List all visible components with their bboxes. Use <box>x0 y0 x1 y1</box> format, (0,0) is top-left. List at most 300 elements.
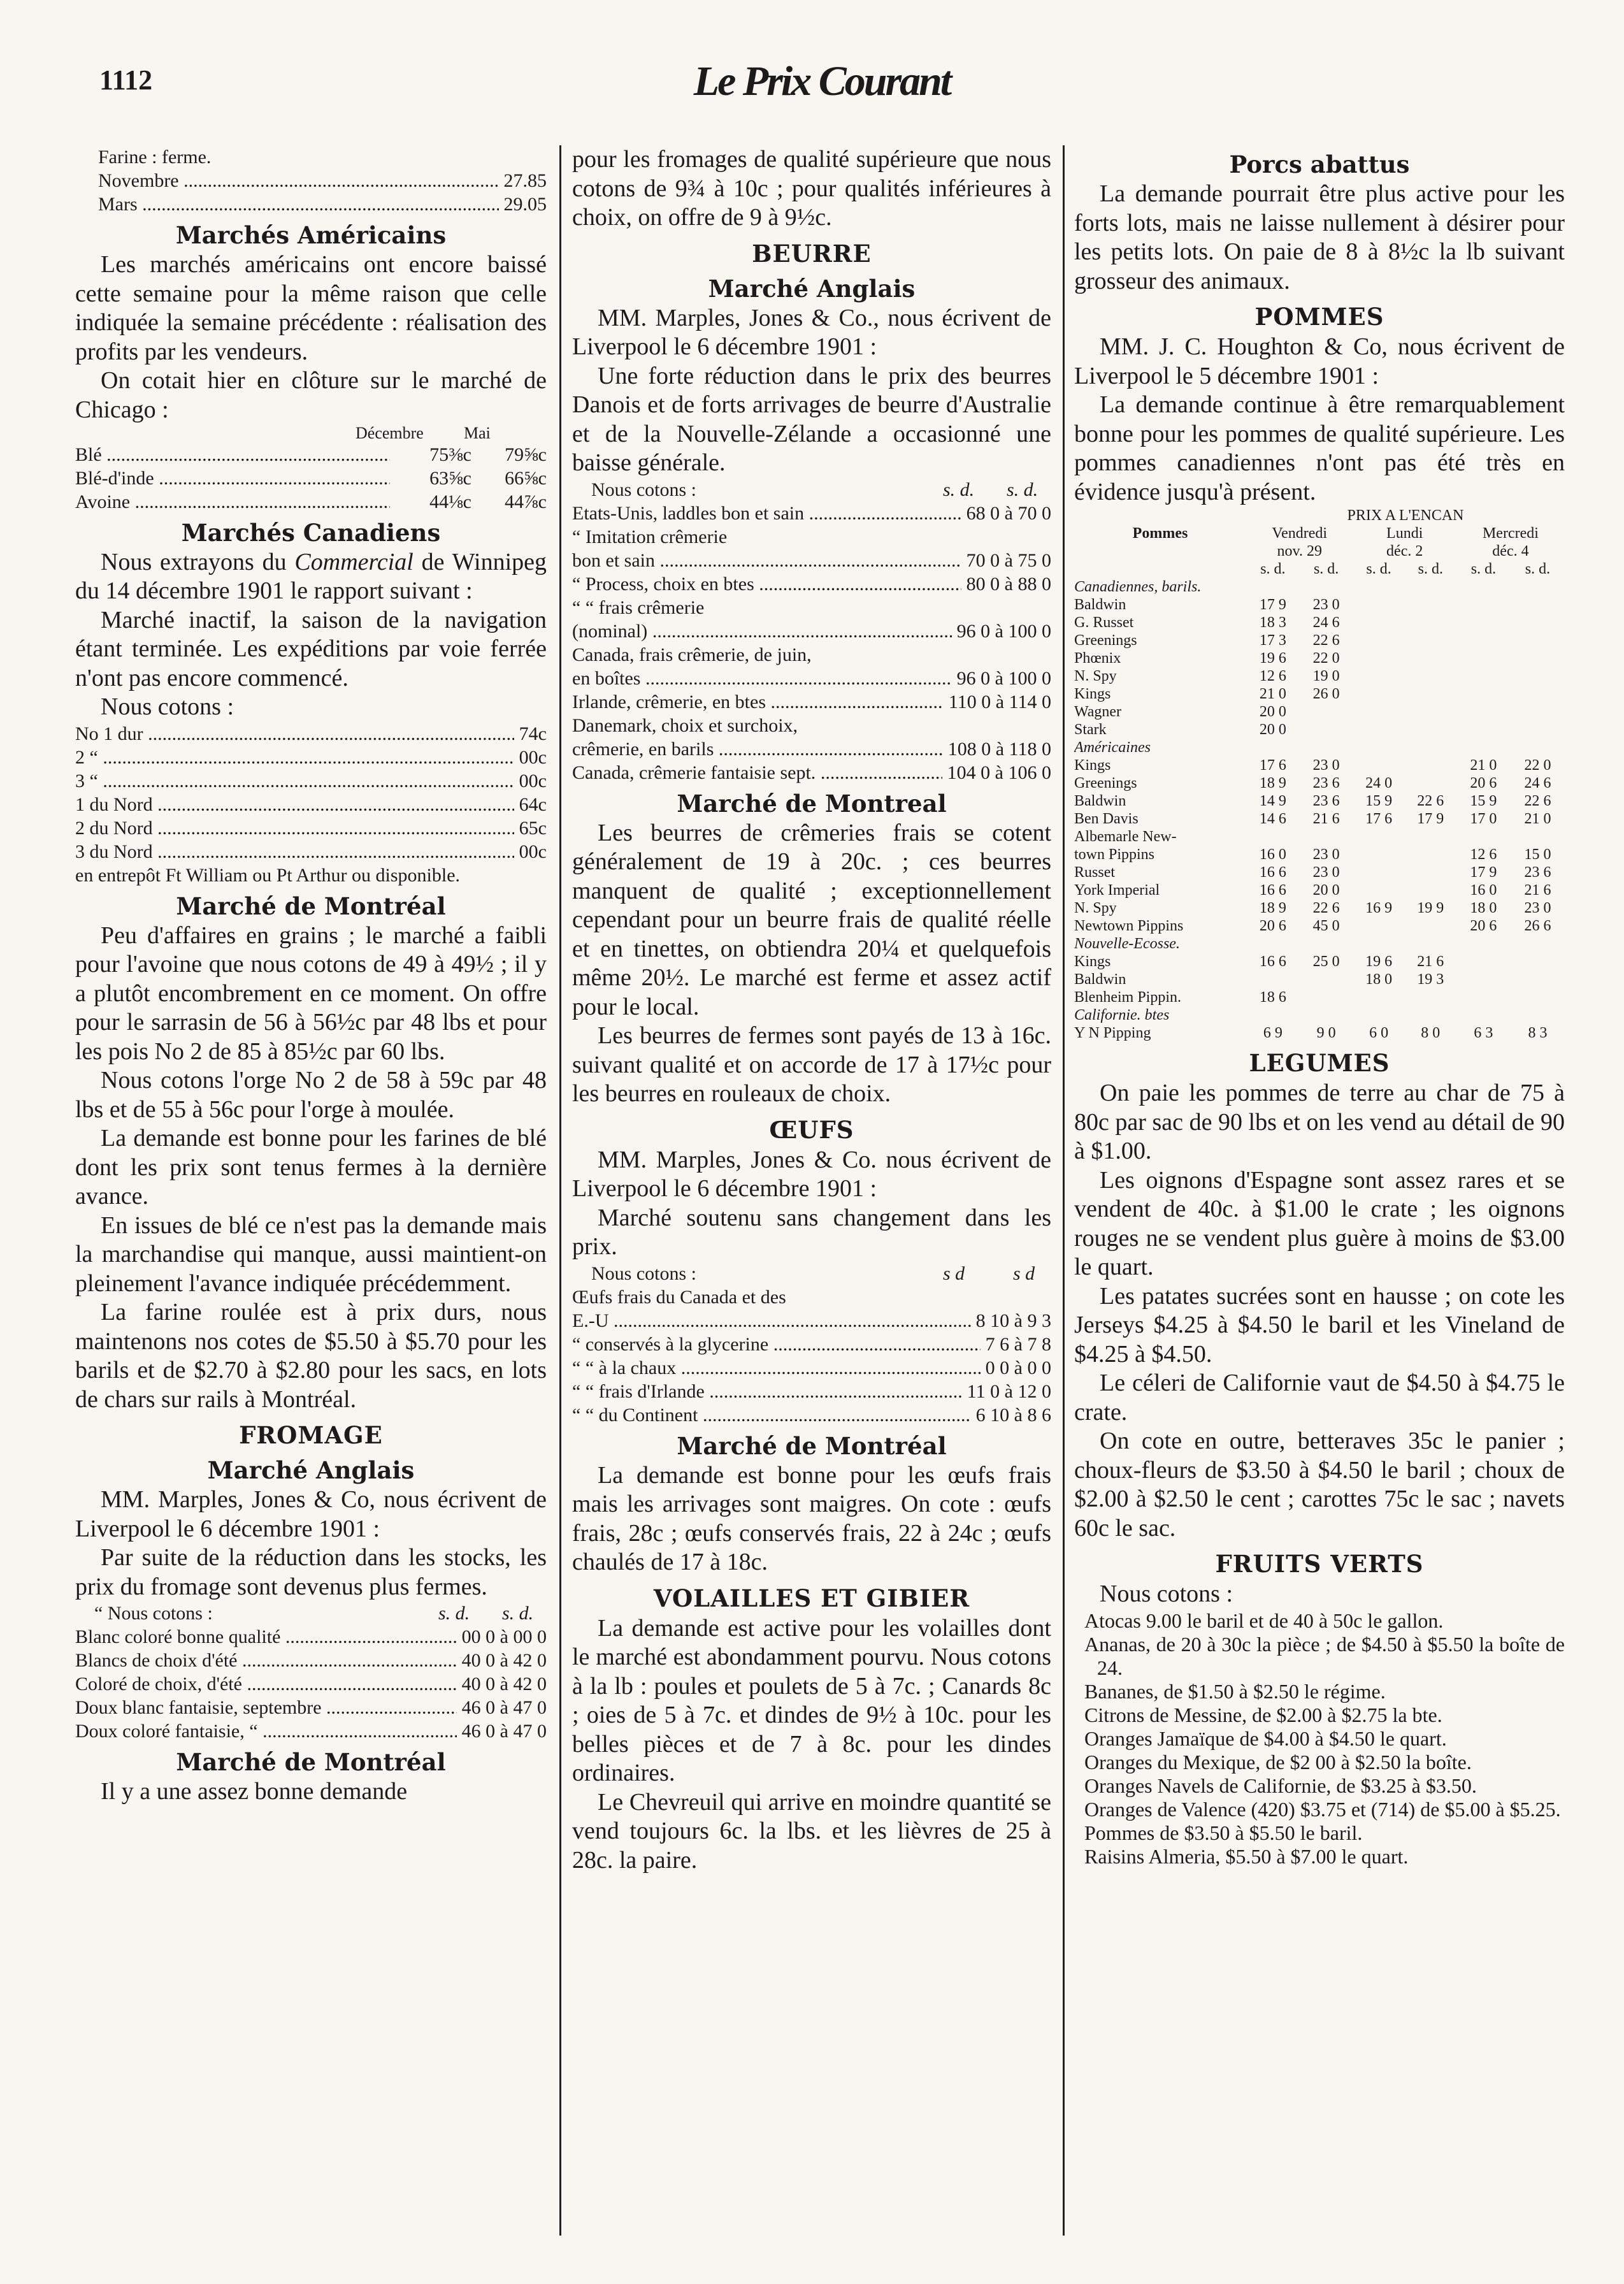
price-cell <box>1405 917 1456 935</box>
price-cell: 17 9 <box>1259 596 1286 613</box>
section-heading: LEGUMES <box>1249 1049 1390 1077</box>
apples-price-table <box>1074 507 1565 1042</box>
row-label: “ conservés à la glycerine ..... <box>572 1333 981 1356</box>
price-cell: 26 0 <box>1312 686 1340 702</box>
price-cell: 22 6 <box>1312 900 1340 916</box>
row-value: 108 0 à 118 0 <box>947 738 1051 760</box>
price-cell <box>1511 828 1565 846</box>
row-value: 00c <box>519 770 547 791</box>
paragraph: Marché inactif, la saison de la navigation étant terminée. Les expéditions par voie ferrée n'ont pas encore commencé. <box>75 606 547 691</box>
price-cell <box>1405 828 1456 846</box>
row-value: 00c <box>519 746 547 768</box>
price-cell: 23 0 <box>1312 596 1340 613</box>
table-row <box>1074 917 1565 935</box>
price-cell <box>1353 667 1405 685</box>
price-cell <box>1511 988 1565 1006</box>
paragraph: MM. Marples, Jones & Co., nous écrivent de Liverpool le 6 décembre 1901 : <box>572 304 1051 360</box>
row-value-dec: 63⅝c <box>429 467 471 489</box>
row-value: 74c <box>519 723 547 744</box>
price-cell: 21 6 <box>1417 953 1444 970</box>
price-cell <box>1511 649 1565 667</box>
table-row <box>572 525 1051 549</box>
price-cell <box>1405 649 1456 667</box>
price-cell: 18 0 <box>1365 971 1393 988</box>
row-label: Blé ..... <box>75 443 390 466</box>
table-row <box>572 643 1051 667</box>
table-row <box>75 1719 547 1743</box>
table-row <box>75 816 547 840</box>
price-cell: 18 9 <box>1259 900 1286 916</box>
table-super-header: PRIX A L'ENCAN <box>1347 507 1464 524</box>
price-cell <box>1405 774 1456 792</box>
row-label: Irlande, crêmerie, en btes ..... <box>572 690 944 714</box>
price-cell: 45 0 <box>1312 918 1340 934</box>
row-label: Blé-d'inde ..... <box>75 466 390 490</box>
list-item: Atocas 9.00 le baril et de 40 à 50c le gallon. <box>1084 1608 1444 1632</box>
row-label: 3 du Nord ..... <box>75 840 514 864</box>
price-cell <box>1300 988 1353 1006</box>
apple-variety: Baldwin <box>1074 596 1126 613</box>
price-cell: 25 0 <box>1312 953 1340 970</box>
table-row <box>75 466 547 490</box>
row-label: 2 “ ..... <box>75 746 514 769</box>
apple-variety: N. Spy <box>1074 900 1117 916</box>
price-cell: 14 6 <box>1259 811 1286 827</box>
column-divider <box>1063 145 1065 2236</box>
price-cell <box>1511 685 1565 703</box>
apple-variety: G. Russet <box>1074 614 1134 631</box>
table-row <box>572 572 1051 596</box>
price-cell <box>1246 828 1300 846</box>
price-cell: 15 9 <box>1470 793 1497 809</box>
price-cell <box>1353 685 1405 703</box>
price-cell: 21 0 <box>1259 686 1286 702</box>
table-row <box>1074 988 1565 1006</box>
price-cell: 15 9 <box>1365 793 1393 809</box>
table-row <box>1074 596 1565 614</box>
apple-variety: Greenings <box>1074 775 1137 791</box>
price-cell <box>1456 649 1511 667</box>
price-cell: 21 6 <box>1312 811 1340 827</box>
chicago-header-dec: Décembre <box>356 424 424 442</box>
price-cell: 16 0 <box>1259 846 1286 863</box>
price-cell <box>1456 632 1511 649</box>
row-label: 2 du Nord ..... <box>75 816 514 840</box>
row-value: 00c <box>519 841 547 862</box>
apple-variety: Kings <box>1074 953 1111 970</box>
table-row <box>1074 971 1565 988</box>
section-name: Canadiennes, barils. <box>1074 579 1202 595</box>
oeufs-table: Nous cotons : s d s d Œufs frais du Canada et des E.-U ..... 8 10 à 9 3 “ conservés à la glycerine ..... 7 6 à 7 8 “ “ à la chaux ..... 0 0 à 0 0 “ “ frais d'Irlande ..... 11 0 à 12 0 “ “ du Continent ..... 6 10 à 8 6 <box>572 1262 1051 1427</box>
price-cell <box>1246 971 1300 988</box>
price-cell: 17 3 <box>1259 632 1286 649</box>
table-row <box>1074 828 1565 846</box>
row-label: Farine : ferme. <box>98 147 212 168</box>
winnipeg-table <box>75 722 547 864</box>
paragraph: Il y a une assez bonne demande <box>101 1778 408 1805</box>
row-label: Canada, crêmerie fantaisie sept. ..... <box>572 761 942 784</box>
apple-variety: York Imperial <box>1074 882 1160 899</box>
section-heading: Marché de Montreal <box>677 789 947 818</box>
day-header: Vendredi <box>1272 525 1328 542</box>
list-item: Citrons de Messine, de $2.00 à $2.75 la bte. <box>1084 1703 1442 1726</box>
price-cell: 12 6 <box>1470 846 1497 863</box>
apple-variety: Ben Davis <box>1074 811 1139 827</box>
table-row <box>572 596 1051 619</box>
apple-variety: Baldwin <box>1074 793 1126 809</box>
table-row <box>572 1285 1051 1309</box>
section-heading: VOLAILLES ET GIBIER <box>653 1584 970 1612</box>
table-row <box>572 1309 1051 1333</box>
price-cell <box>1300 703 1353 721</box>
row-value: 7 6 à 7 8 <box>985 1333 1051 1355</box>
price-cell <box>1405 721 1456 739</box>
price-cell: 18 9 <box>1259 775 1286 791</box>
price-cell <box>1511 971 1565 988</box>
price-cell <box>1456 703 1511 721</box>
paragraph: On cote en outre, betteraves 35c le panier ; choux-fleurs de $3.50 à $4.50 le baril ; choux de $2.00 à $2.50 le cent ; carottes 75c le sac ; navets 60c le sac. <box>1074 1428 1565 1542</box>
row-value: 40 0 à 42 0 <box>461 1650 547 1671</box>
price-cell: 23 6 <box>1524 864 1551 881</box>
row-label: Blanc coloré bonne qualité ..... <box>75 1625 457 1649</box>
row-label: E.-U ..... <box>572 1309 971 1333</box>
paragraph: Le Chevreuil qui arrive en moindre quantité se vend toujours 6c. la lbs. et les lièvres de 25 à 28c. la paire. <box>572 1788 1051 1874</box>
note: en entrepôt Ft William ou Pt Arthur ou disponible. <box>75 864 461 886</box>
row-value: 65c <box>519 817 547 839</box>
price-cell <box>1353 649 1405 667</box>
price-cell <box>1300 971 1353 988</box>
column-1 <box>75 145 547 2248</box>
row-value: 0 0 à 0 0 <box>985 1357 1051 1378</box>
row-label: “ “ du Continent ..... <box>572 1403 971 1427</box>
paragraph: Les oignons d'Espagne sont assez rares et se vendent de 40c. à $1.00 le crate ; les oignons rouges ne se vendent plus guère à moins de $3.00 le quart. <box>1074 1166 1565 1280</box>
row-label: “ “ frais crêmerie <box>572 596 705 618</box>
table-row <box>572 549 1051 572</box>
row-label: “ Process, choix en btes ..... <box>572 572 961 596</box>
price-cell: 22 0 <box>1524 757 1551 774</box>
price-cell: 22 0 <box>1312 650 1340 667</box>
price-cell: 20 6 <box>1259 918 1286 934</box>
table-row <box>98 169 547 192</box>
price-cell <box>1456 971 1511 988</box>
table-row <box>572 714 1051 737</box>
unit-header: s. d. <box>1313 561 1339 577</box>
price-cell <box>1511 614 1565 632</box>
day-header: Mercredi <box>1482 525 1539 542</box>
price-cell: 14 9 <box>1259 793 1286 809</box>
table-row <box>98 192 547 216</box>
price-cell <box>1456 614 1511 632</box>
row-label: 3 “ ..... <box>75 769 514 793</box>
table-row <box>75 722 547 746</box>
section-heading: POMMES <box>1254 303 1384 331</box>
price-cell: 16 6 <box>1259 953 1286 970</box>
price-cell <box>1405 596 1456 614</box>
price-cell: 23 0 <box>1312 864 1340 881</box>
section-name: Californie. btes <box>1074 1007 1170 1023</box>
price-cell <box>1353 614 1405 632</box>
price-cell: 6 0 <box>1369 1025 1389 1041</box>
price-cell <box>1353 721 1405 739</box>
price-cell: 16 6 <box>1259 882 1286 899</box>
table-row <box>75 443 547 466</box>
paragraph: La demande continue à être remarquablement bonne pour les pommes de qualité supérieure. Les pommes canadiennes n'ont pas été très en évidence jusqu'à présent. <box>1074 391 1565 505</box>
chicago-header-mai: Mai <box>464 424 491 442</box>
price-cell: 26 6 <box>1524 918 1551 934</box>
table-col-label: Pommes <box>1132 525 1188 542</box>
price-cell <box>1300 721 1353 739</box>
price-cell: 21 0 <box>1470 757 1497 774</box>
table-row <box>1074 703 1565 721</box>
paragraph: On cotait hier en clôture sur le marché de Chicago : <box>75 367 547 423</box>
price-cell <box>1353 917 1405 935</box>
price-cell: 20 0 <box>1312 882 1340 899</box>
list-item: Raisins Almeria, $5.50 à $7.00 le quart. <box>1084 1844 1409 1868</box>
table-row <box>572 1333 1051 1356</box>
row-label: Novembre ..... <box>98 169 499 192</box>
row-value: 46 0 à 47 0 <box>461 1721 547 1742</box>
price-cell: 20 6 <box>1470 775 1497 791</box>
day-header: Lundi <box>1386 525 1423 542</box>
chicago-table <box>75 424 547 514</box>
price-cell <box>1353 881 1405 899</box>
row-label: en boîtes ..... <box>572 667 952 690</box>
section-heading: Marchés Canadiens <box>181 518 441 547</box>
price-cell <box>1405 846 1456 864</box>
row-label: Œufs frais du Canada et des <box>572 1286 786 1308</box>
price-cell: 6 3 <box>1474 1025 1493 1041</box>
price-cell: 16 6 <box>1259 864 1286 881</box>
apple-variety: Wagner <box>1074 704 1122 720</box>
paragraph: La demande pourrait être plus active pour les forts lots, mais ne laisse nullement à désirer pour les petits lots. On paie de 8 à 8½c la lb suivant grosseur des animaux. <box>1074 180 1565 294</box>
table-row <box>572 502 1051 525</box>
row-label: crêmerie, en barils ..... <box>572 737 943 761</box>
apple-variety: Kings <box>1074 686 1111 702</box>
row-value-dec: 75⅜c <box>429 444 471 465</box>
list-item: Ananas, de 20 à 30c la pièce ; de $4.50 à $5.50 la boîte de 24. <box>1084 1632 1565 1679</box>
paragraph: Les beurres de fermes sont payés de 13 à 16c. suivant qualité et on accorde de 17 à 17½c pour les beurres en rouleaux de choix. <box>572 1022 1051 1107</box>
row-value: 68 0 à 70 0 <box>966 502 1051 524</box>
table-row <box>572 761 1051 784</box>
price-cell <box>1456 953 1511 971</box>
price-cell: 24 0 <box>1365 775 1393 791</box>
row-value: 104 0 à 106 0 <box>947 762 1051 783</box>
table-row <box>75 490 547 514</box>
paragraph: Peu d'affaires en grains ; le marché a faibli pour l'avoine que nous cotons de 49 à 49½ ; il y a plutôt encombrement en ce moment. On offre pour le sarrasin de 56 à 56½c par 48 lbs et pour les pois No 2 de 85 à 85½c par 60 lbs. <box>75 922 547 1065</box>
row-label: Danemark, choix et surchoix, <box>572 714 798 736</box>
price-cell: 23 0 <box>1312 757 1340 774</box>
fruits-list <box>1074 1609 1565 1868</box>
paragraph: pour les fromages de qualité supérieure que nous cotons de 9¾ à 10c ; pour qualités inférieures à choix, on offre de 9 à 9½c. <box>572 146 1051 231</box>
price-cell: 23 0 <box>1524 900 1551 916</box>
price-cell: 18 6 <box>1259 989 1286 1006</box>
table-row <box>572 1403 1051 1427</box>
paragraph: MM. J. C. Houghton & Co, nous écrivent de Liverpool le 5 décembre 1901 : <box>1074 333 1565 389</box>
paragraph: Nous cotons : <box>101 693 234 720</box>
paragraph: En issues de blé ce n'est pas la demande mais la marchandise qui manque, aussi maintient-on pleinement l'avance indiquée précédemment. <box>75 1211 547 1297</box>
row-value: 110 0 à 114 0 <box>948 691 1051 712</box>
table-row <box>75 1672 547 1696</box>
price-cell <box>1300 828 1353 846</box>
list-item: Oranges Navels de Californie, de $3.25 à $3.50. <box>1084 1774 1477 1797</box>
table-row <box>1074 632 1565 649</box>
row-label: Blancs de choix d'été ..... <box>75 1649 457 1672</box>
section-heading: Marché Anglais <box>207 1456 415 1484</box>
list-item: Bananes, de $1.50 à $2.50 le régime. <box>1084 1679 1386 1703</box>
price-cell: 22 6 <box>1417 793 1444 809</box>
unit-header: s. d. <box>1366 561 1391 577</box>
apple-variety: Kings <box>1074 757 1111 774</box>
table-row <box>75 746 547 769</box>
apple-variety: Stark <box>1074 721 1107 738</box>
list-item: Oranges du Mexique, de $2 00 à $2.50 la boîte. <box>1084 1750 1472 1774</box>
table-row <box>1074 1024 1565 1042</box>
section-heading: FRUITS VERTS <box>1215 1550 1424 1578</box>
row-value: 64c <box>519 793 547 815</box>
price-cell <box>1405 667 1456 685</box>
section-row <box>1074 739 1565 756</box>
table-row <box>1074 792 1565 810</box>
table-row <box>572 737 1051 761</box>
price-cell: 18 0 <box>1470 900 1497 916</box>
price-cell <box>1353 988 1405 1006</box>
section-row <box>1074 935 1565 953</box>
unit-header: s. d. <box>1260 561 1286 577</box>
table-row <box>1074 864 1565 881</box>
paragraph: Une forte réduction dans le prix des beurres Danois et de forts arrivages de beurre d'Australie et de la Nouvelle-Zélande a occasionné une baisse générale. <box>572 362 1051 476</box>
table-row <box>1074 667 1565 685</box>
price-cell: 16 0 <box>1470 882 1497 899</box>
apple-variety: Newtown Pippins <box>1074 918 1184 934</box>
row-value: 40 0 à 42 0 <box>461 1673 547 1695</box>
table-row <box>75 840 547 864</box>
row-value-mai: 44⅞c <box>505 491 547 512</box>
price-cell <box>1353 756 1405 774</box>
price-cell <box>1353 846 1405 864</box>
paragraph: Marché soutenu sans changement dans les prix. <box>572 1204 1051 1260</box>
row-value: 70 0 à 75 0 <box>966 549 1051 571</box>
section-heading: ŒUFS <box>769 1115 854 1144</box>
column-3 <box>1074 145 1565 2248</box>
table-row <box>1074 899 1565 917</box>
beurre-table: Nous cotons : s. d. s. d. Etats-Unis, laddles bon et sain ..... 68 0 à 70 0 “ Imitation crêmerie bon et sain ..... 70 0 à 75 0 “ Process, choix en btes ..... 80 0 à 88 0 “ “ frais crêmerie (nominal) ..... 96 0 à 100 0 Canada, frais crêmerie, de juin, en boîtes ..... 96 0 à 100 0 Irlande, crêmerie, en btes ..... 110 0 à 114 0 Danemark, choix et surchoix, crêmerie, en barils ..... 108 0 à 118 0 Canada, crêmerie fantaisie sept. ..... 104 0 à 106 0 <box>572 478 1051 784</box>
price-cell <box>1405 988 1456 1006</box>
price-cell: 19 6 <box>1365 953 1393 970</box>
table-row <box>1074 953 1565 971</box>
unit-header: s. d. <box>1525 561 1551 577</box>
row-value: 27.85 <box>503 170 547 191</box>
row-label: Canada, frais crêmerie, de juin, <box>572 644 812 665</box>
price-cell: 22 6 <box>1524 793 1551 809</box>
price-cell: 9 0 <box>1316 1025 1336 1041</box>
row-label: Avoine ..... <box>75 490 390 514</box>
paragraph: MM. Marples, Jones & Co. nous écrivent de Liverpool le 6 décembre 1901 : <box>572 1146 1051 1202</box>
price-cell <box>1456 828 1511 846</box>
price-cell: 24 6 <box>1524 775 1551 791</box>
price-cell <box>1405 632 1456 649</box>
paragraph: On paie les pommes de terre au char de 75 à 80c par sac de 90 lbs et on les vend au détail de 90 à $1.00. <box>1074 1080 1565 1164</box>
fromage-table: “ Nous cotons : s. d. s. d. Blanc coloré bonne qualité ..... 00 0 à 00 0 Blancs de choix d'été ..... 40 0 à 42 0 Coloré de choix, d'été ..... 40 0 à 42 0 Doux blanc fantaisie, septembre ..... 46 0 à 47 0 Doux coloré fantaisie, “ ..... 46 0 à 47 0 <box>75 1601 547 1743</box>
table-row <box>1074 649 1565 667</box>
paragraph: La demande est bonne pour les œufs frais mais les arrivages sont maigres. On cote : œufs frais, 28c ; œufs conservés frais, 22 à 24c ; œufs chaulés de 17 à 18c. <box>572 1461 1051 1575</box>
price-cell <box>1456 596 1511 614</box>
section-heading: Porcs abattus <box>1229 150 1410 178</box>
list-item: Oranges de Valence (420) $3.75 et (714) de $5.00 à $5.25. <box>1084 1797 1561 1821</box>
price-cell <box>1456 685 1511 703</box>
row-label: Coloré de choix, d'été ..... <box>75 1672 457 1696</box>
row-label: (nominal) ..... <box>572 619 952 643</box>
row-label: Etats-Unis, laddles bon et sain ..... <box>572 502 961 525</box>
apple-variety: Blenheim Pippin. <box>1074 989 1181 1006</box>
row-label: Doux blanc fantaisie, septembre ..... <box>75 1696 457 1719</box>
row-value-mai: 79⅝c <box>505 444 547 465</box>
table-row <box>75 1696 547 1719</box>
price-cell <box>1456 988 1511 1006</box>
price-cell <box>1405 703 1456 721</box>
price-cell <box>1511 703 1565 721</box>
row-value: 8 10 à 9 3 <box>975 1310 1051 1331</box>
paragraph: Les patates sucrées sont en hausse ; on cote les Jerseys $4.25 à $4.50 le baril et les Vineland de $4.25 à $4.50. <box>1074 1282 1565 1368</box>
list-item: Oranges Jamaïque de $4.00 à $4.50 le quart. <box>1084 1726 1447 1750</box>
column-2 <box>572 145 1051 2248</box>
price-cell: 21 6 <box>1524 882 1551 899</box>
table-row <box>1074 614 1565 632</box>
date-header: déc. 2 <box>1386 543 1423 560</box>
price-cell <box>1405 685 1456 703</box>
date-header: déc. 4 <box>1492 543 1529 560</box>
row-label: No 1 dur ..... <box>75 722 514 746</box>
section-row <box>1074 1006 1565 1024</box>
table-row <box>1074 756 1565 774</box>
price-cell <box>1353 703 1405 721</box>
table-row <box>572 619 1051 643</box>
table-row <box>75 1625 547 1649</box>
row-value: 96 0 à 100 0 <box>956 667 1051 689</box>
row-value-dec: 44⅛c <box>429 491 471 512</box>
price-cell: 12 6 <box>1259 668 1286 684</box>
price-cell <box>1511 596 1565 614</box>
row-label: “ “ frais d'Irlande ..... <box>572 1380 962 1403</box>
price-cell: 19 3 <box>1417 971 1444 988</box>
table-row <box>572 690 1051 714</box>
table-row <box>75 1649 547 1672</box>
row-label: Mars ..... <box>98 192 499 216</box>
paragraph: La farine roulée est à prix durs, nous maintenons nos cotes de $5.50 à $5.70 pour les barils et de $2.70 à $2.80 pour les sacs, en lots de chars sur rails à Montréal. <box>75 1299 547 1413</box>
date-header: nov. 29 <box>1277 543 1322 560</box>
price-cell: 22 6 <box>1312 632 1340 649</box>
price-cell: 20 0 <box>1259 721 1286 738</box>
page-number: 1112 <box>99 64 153 96</box>
price-cell: 21 0 <box>1524 811 1551 827</box>
row-label: Doux coloré fantaisie, “ ..... <box>75 1719 457 1743</box>
price-cell <box>1511 632 1565 649</box>
row-value: 46 0 à 47 0 <box>461 1697 547 1718</box>
unit-header: s. d. <box>1418 561 1443 577</box>
price-cell: 17 0 <box>1470 811 1497 827</box>
price-cell: 15 0 <box>1524 846 1551 863</box>
price-cell: 17 9 <box>1417 811 1444 827</box>
table-row <box>98 145 547 169</box>
paragraph: Nous cotons : <box>1100 1580 1233 1607</box>
paragraph: Le céleri de Californie vaut de $4.50 à $4.75 le crate. <box>1074 1370 1565 1426</box>
apple-variety: town Pippins <box>1074 846 1155 863</box>
price-cell <box>1405 881 1456 899</box>
paragraph: Nous cotons l'orge No 2 de 58 à 59c par 48 lbs et de 55 à 56c pour l'orge à moulée. <box>75 1067 547 1123</box>
section-heading: Marché de Montréal <box>176 1748 446 1776</box>
price-cell: 19 9 <box>1417 900 1444 916</box>
price-cell: 18 3 <box>1259 614 1286 631</box>
price-cell: 20 6 <box>1470 918 1497 934</box>
